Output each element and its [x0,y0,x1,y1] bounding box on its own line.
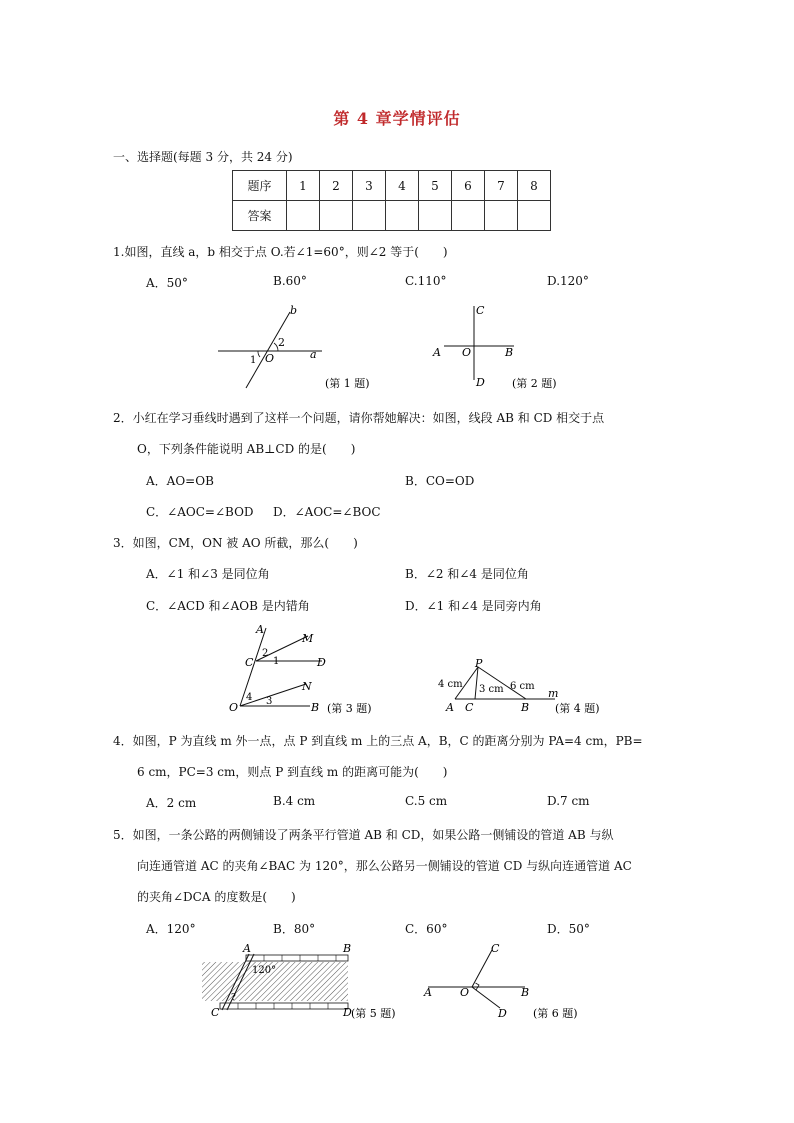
figure-3-label-4: 4 [246,692,253,703]
figure-3-caption: (第 3 题) [327,702,372,715]
figure-2-label-d: D [476,376,485,389]
question-2-option-d[interactable]: D．∠AOC=∠BOC [273,505,381,519]
question-1-option-a[interactable]: A．50° [146,276,188,290]
figure-4-label-3cm: 3 cm [479,684,504,695]
figure-1 [210,300,390,395]
question-2-option-c[interactable]: C．∠AOC=∠BOD [146,505,254,519]
answer-cell[interactable] [320,201,353,231]
figure-2-label-o: O [462,346,472,359]
figure-6 [420,940,590,1025]
question-5-option-a[interactable]: A．120° [146,922,196,936]
question-4-option-b[interactable]: B.4 cm [273,794,316,808]
figure-6-label-o: O [460,986,470,999]
figure-3 [222,620,392,720]
figure-4 [435,655,625,725]
question-3-option-b[interactable]: B．∠2 和∠4 是同位角 [405,567,529,581]
question-2-option-b[interactable]: B．CO=OD [405,474,475,488]
figure-5-label-d: D [343,1006,352,1019]
question-4-option-c[interactable]: C.5 cm [405,794,448,808]
answer-table-header-row [233,171,551,201]
question-number: 4 [386,171,419,201]
question-5-stem-line-3: 的夹角∠DCA 的度数是( ) [137,890,296,904]
question-number: 6 [452,171,485,201]
figure-3-label-m: M [302,632,314,645]
question-number: 2 [320,171,353,201]
question-number: 5 [419,171,452,201]
figure-3-label-o: O [229,701,239,714]
question-4-option-a[interactable]: A．2 cm [146,796,197,810]
question-1-option-d[interactable]: D.120° [547,274,589,288]
figure-4-label-a: A [446,701,454,714]
pipe-cd [220,1003,348,1009]
figure-3-label-n: N [302,680,312,693]
question-5-option-b[interactable]: B．80° [273,922,316,936]
question-number: 1 [287,171,320,201]
question-3-stem: 3．如图，CM，ON 被 AO 所截，那么( ) [113,536,358,550]
question-2-stem-line-2: O，下列条件能说明 AB⊥CD 的是( ) [137,442,356,456]
figure-2-label-b: B [505,346,514,359]
answer-cell[interactable] [386,201,419,231]
figure-5 [198,940,418,1025]
question-1-option-b[interactable]: B.60° [273,274,307,288]
pipe-ab [246,955,348,961]
figure-1-caption: (第 1 题) [325,377,370,390]
figure-4-label-4cm: 4 cm [438,679,463,690]
figure-3-label-d: D [317,656,326,669]
figure-5-label-120: 120° [252,965,277,976]
figure-6-label-b: B [521,986,530,999]
answer-cell[interactable] [353,201,386,231]
figure-5-label-c: C [211,1006,220,1019]
answer-cell[interactable] [485,201,518,231]
figure-6-label-a: A [424,986,432,999]
table-header-label: 题序 [233,171,287,201]
section-heading: 一、选择题(每题 3 分，共 24 分) [113,150,293,164]
answer-cell[interactable] [419,201,452,231]
question-3-option-d[interactable]: D．∠1 和∠4 是同旁内角 [405,599,542,613]
figure-3-label-1: 1 [273,656,280,667]
answer-cell[interactable] [287,201,320,231]
answer-table-answer-row [233,201,551,231]
question-4-stem-line-1: 4．如图，P 为直线 m 外一点，点 P 到直线 m 上的三点 A，B，C 的距离分别为 PA=4 cm，PB= [113,734,643,748]
figure-5-label-b: B [343,942,352,955]
figure-5-caption: (第 5 题) [351,1007,396,1020]
figure-4-label-b: B [521,701,530,714]
figure-2 [430,300,580,395]
figure-3-label-a: A [256,623,264,636]
question-4-option-d[interactable]: D.7 cm [547,794,590,808]
figure-6-label-c: C [491,942,500,955]
figure-2-label-a: A [433,346,441,359]
figure-2-caption: (第 2 题) [512,377,557,390]
question-1-option-c[interactable]: C.110° [405,274,447,288]
figure-4-label-c: C [465,701,474,714]
figure-6-caption: (第 6 题) [533,1007,578,1020]
figure-4-label-6cm: 6 cm [510,681,535,692]
figure-1-label-2: 2 [278,336,285,349]
question-5-option-c[interactable]: C．60° [405,922,448,936]
answer-table [232,170,551,231]
question-number: 3 [353,171,386,201]
question-3-option-c[interactable]: C．∠ACD 和∠AOB 是内错角 [146,599,310,613]
question-5-option-d[interactable]: D．50° [547,922,590,936]
figure-3-label-c: C [245,656,254,669]
figure-1-label-a: a [310,348,317,361]
figure-1-label-b: b [290,304,298,317]
question-5-stem-line-2: 向连通管道 AC 的夹角∠BAC 为 120°，那么公路另一侧铺设的管道 CD 与纵向连通管道 AC [137,859,632,873]
figure-5-label-a: A [243,942,251,955]
question-2-option-a[interactable]: A．AO=OB [146,474,214,488]
question-4-stem-line-2: 6 cm，PC=3 cm，则点 P 到直线 m 的距离可能为( ) [137,765,448,779]
answer-cell[interactable] [518,201,551,231]
figure-3-label-b: B [311,701,320,714]
figure-4-label-m: m [548,687,559,700]
question-3-option-a[interactable]: A．∠1 和∠3 是同位角 [146,567,270,581]
figure-1-label-o: O [265,352,275,365]
figure-2-label-c: C [476,304,485,317]
question-5-stem-line-1: 5．如图，一条公路的两侧铺设了两条平行管道 AB 和 CD，如果公路一侧铺设的管道 AB 与纵 [113,828,614,842]
figure-4-caption: (第 4 题) [555,702,600,715]
question-number: 7 [485,171,518,201]
figure-5-label-q: ? [231,993,236,1003]
question-1-stem: 1.如图，直线 a，b 相交于点 O.若∠1=60°，则∠2 等于( ) [113,245,448,259]
figure-1-label-1: 1 [250,355,257,366]
answer-cell[interactable] [452,201,485,231]
figure-3-label-2: 2 [262,648,269,659]
figure-3-label-3: 3 [266,696,273,707]
figure-6-label-d: D [498,1007,507,1020]
question-number: 8 [518,171,551,201]
page-title: 第 4 章学情评估 [333,109,461,128]
answer-row-label: 答案 [233,201,287,231]
question-2-stem-line-1: 2．小红在学习垂线时遇到了这样一个问题，请你帮她解决：如图，线段 AB 和 CD 相交于点 [113,411,605,425]
figure-4-label-p: P [475,657,483,670]
